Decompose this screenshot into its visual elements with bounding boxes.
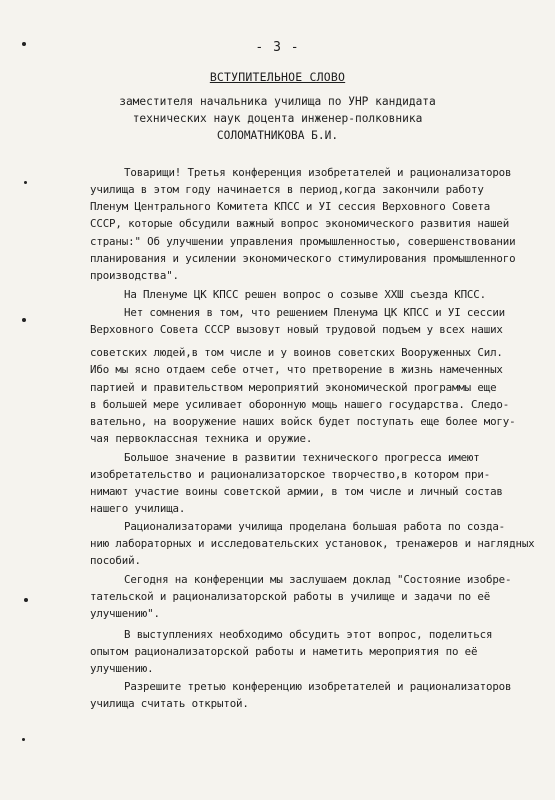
body-line: Пленум Центрального Комитета КПСС и УI сессия Верховного Совета [90, 200, 491, 213]
body-line: нию лабораторных и исследовательских установок, тренажеров и наглядных [90, 537, 535, 550]
body-line: улучшению. [90, 662, 154, 675]
punch-hole-mark [24, 181, 27, 184]
body-line: училища в этом году начинается в период,когда закончили работу [90, 183, 484, 196]
body-line: партией и правительством мероприятий экономической программы еще [90, 381, 497, 394]
subheading-line: СОЛОМАТНИКОВА Б.И. [216, 129, 339, 142]
body-line: Большое значение в развитии технического прогресса имеют [124, 451, 480, 464]
page-number: - 3 - [255, 40, 300, 55]
body-line: советских людей,в том числе и у воинов советских Вооруженных Сил. [90, 346, 503, 359]
body-line: опытом рационализаторской работы и наметить мероприятия по её [90, 645, 478, 658]
body-line: училища считать открытой. [90, 697, 249, 710]
body-line: страны:" Об улучшении управления промышленностью, совершенствовании [90, 235, 516, 248]
body-line: СССР, которые обсудили важный вопрос экономического развития нашей [90, 217, 510, 230]
body-line: Товарищи! Третья конференция изобретателей и рационализаторов [124, 166, 512, 179]
body-line: изобретательство и рационализаторское творчество,в котором при- [90, 468, 491, 481]
body-line: Нет сомнения в том, что решением Пленума ЦК КПСС и УI сессии [124, 306, 506, 319]
subheading-line: технических наук доцента инженер-полковника [132, 112, 423, 125]
body-line: Рационализаторами училища проделана большая работа по созда- [124, 520, 506, 533]
body-line: Ибо мы ясно отдаем себе отчет, что претворение в жизнь намеченных [90, 363, 503, 376]
body-line: производства". [90, 269, 179, 282]
body-line: Разрешите третью конференцию изобретателей и рационализаторов [124, 680, 512, 693]
body-line: Верховного Совета СССР вызовут новый трудовой подъем у всех наших [90, 323, 503, 336]
punch-hole-mark [22, 738, 25, 741]
body-line: тательской и рационализаторской работы в училище и задачи по её [90, 590, 491, 603]
punch-hole-mark [24, 598, 28, 602]
subheading-line: заместителя начальника училища по УНР кандидата [119, 95, 436, 108]
body-line: нимают участие воины советской армии, в том числе и личный состав [90, 485, 503, 498]
body-line: планирования и усилении экономического стимулирования промышленного [90, 252, 516, 265]
body-line: улучшению". [90, 607, 160, 620]
body-line: В выступлениях необходимо обсудить этот вопрос, поделиться [124, 628, 493, 641]
body-line: Сегодня на конференции мы заслушаем доклад "Состояние изобре- [124, 573, 512, 586]
body-line: вательно, на вооружение наших войск будет поступать еще более могу- [90, 415, 516, 428]
body-line: На Пленуме ЦК КПСС решен вопрос о созыве ХХШ съезда КПСС. [124, 288, 486, 301]
punch-hole-mark [22, 318, 26, 322]
body-line: чая первоклассная техника и оружие. [90, 432, 313, 445]
body-line: нашего училища. [90, 502, 186, 515]
document-heading [0, 70, 555, 84]
body-line: пособий. [90, 554, 141, 567]
body-line: в большей мере усиливает оборонную мощь нашего государства. Следо- [90, 398, 510, 411]
heading-text: ВСТУПИТЕЛЬНОЕ СЛОВО [209, 70, 346, 84]
